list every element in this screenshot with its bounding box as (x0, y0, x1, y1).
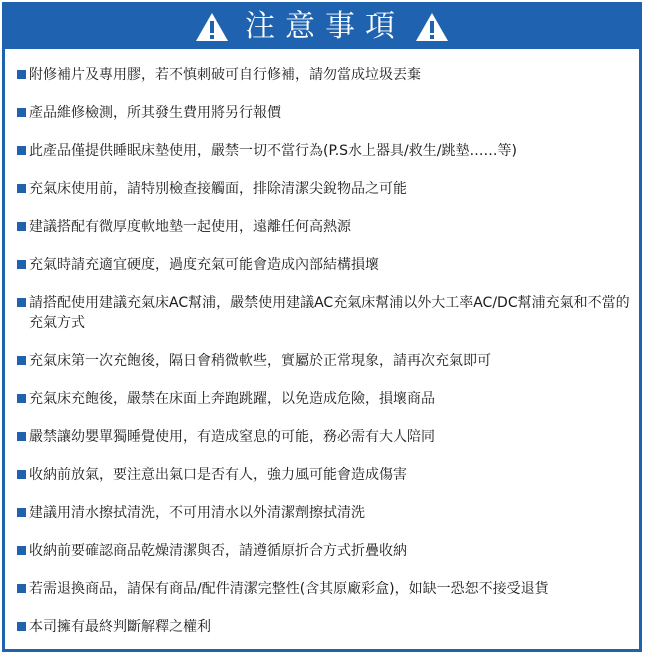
list-item-text: 充氣床第一次充飽後，隔日會稍微軟些，實屬於正常現象，請再次充氣即可 (29, 353, 491, 369)
list-item-text: 充氣時請充適宜硬度，過度充氣可能會造成內部結構損壞 (29, 257, 379, 273)
list-item-text: 產品維修檢測，所其發生費用將另行報價 (29, 105, 281, 121)
bullet-square-icon (17, 356, 26, 365)
list-item (17, 503, 631, 523)
bullet-square-icon (17, 622, 26, 631)
list-item (17, 255, 631, 275)
list-item-text: 建議搭配有微厚度軟地墊一起使用，遠離任何高熱源 (29, 219, 351, 235)
list-item (17, 389, 631, 409)
list-item (17, 427, 631, 447)
bullet-square-icon (17, 394, 26, 403)
bullet-square-icon (17, 70, 26, 79)
bullet-square-icon (17, 108, 26, 117)
list-item-text: 本司擁有最終判斷解釋之權利 (29, 619, 211, 635)
list-item-text: 收納前要確認商品乾燥清潔與否，請遵循原折合方式折疊收納 (29, 543, 407, 559)
page-title: 注意事項 (245, 9, 405, 44)
list-item (17, 217, 631, 237)
list-item (17, 465, 631, 485)
list-item (17, 103, 631, 123)
notice-panel (2, 2, 642, 652)
bullet-square-icon (17, 222, 26, 231)
bullet-square-icon (17, 260, 26, 269)
list-item-text: 此產品僅提供睡眠床墊使用，嚴禁一切不當行為(P.S水上器具/救生/跳墊……等) (29, 143, 517, 159)
list-item (17, 541, 631, 561)
bullet-square-icon (17, 298, 26, 307)
bullet-square-icon (17, 146, 26, 155)
list-item (17, 141, 631, 161)
list-item (17, 579, 631, 599)
list-item (17, 65, 631, 85)
list-item-text: 若需退換商品，請保有商品/配件清潔完整性(含其原廠彩盒)，如缺一恐恕不接受退貨 (29, 581, 549, 597)
bullet-square-icon (17, 432, 26, 441)
list-item-text: 收納前放氣，要注意出氣口是否有人，強力風可能會造成傷害 (29, 467, 407, 483)
list-item (17, 617, 631, 637)
list-item (17, 179, 631, 199)
list-item-text: 充氣床充飽後，嚴禁在床面上奔跑跳躍，以免造成危險，損壞商品 (29, 391, 435, 407)
notice-header (5, 5, 639, 49)
warning-icon (195, 12, 229, 42)
list-item (17, 351, 631, 371)
warning-icon (415, 12, 449, 42)
bullet-square-icon (17, 184, 26, 193)
list-item-text: 附修補片及專用膠，若不慎刺破可自行修補，請勿當成垃圾丟棄 (29, 67, 421, 83)
list-item-text: 建議用清水擦拭清洗，不可用清水以外清潔劑擦拭清洗 (29, 505, 365, 521)
bullet-square-icon (17, 470, 26, 479)
list-item-text: 請搭配使用建議充氣床AC幫浦，嚴禁使用建議AC充氣床幫浦以外大工率AC/DC幫浦充氣和不當的充氣方式 (29, 295, 630, 331)
list-item-text: 充氣床使用前，請特別檢查接觸面，排除清潔尖銳物品之可能 (29, 181, 407, 197)
bullet-square-icon (17, 546, 26, 555)
list-item-text: 嚴禁讓幼嬰單獨睡覺使用，有造成窒息的可能，務必需有大人陪同 (29, 429, 435, 445)
bullet-square-icon (17, 508, 26, 517)
list-item (17, 293, 631, 333)
bullet-square-icon (17, 584, 26, 593)
